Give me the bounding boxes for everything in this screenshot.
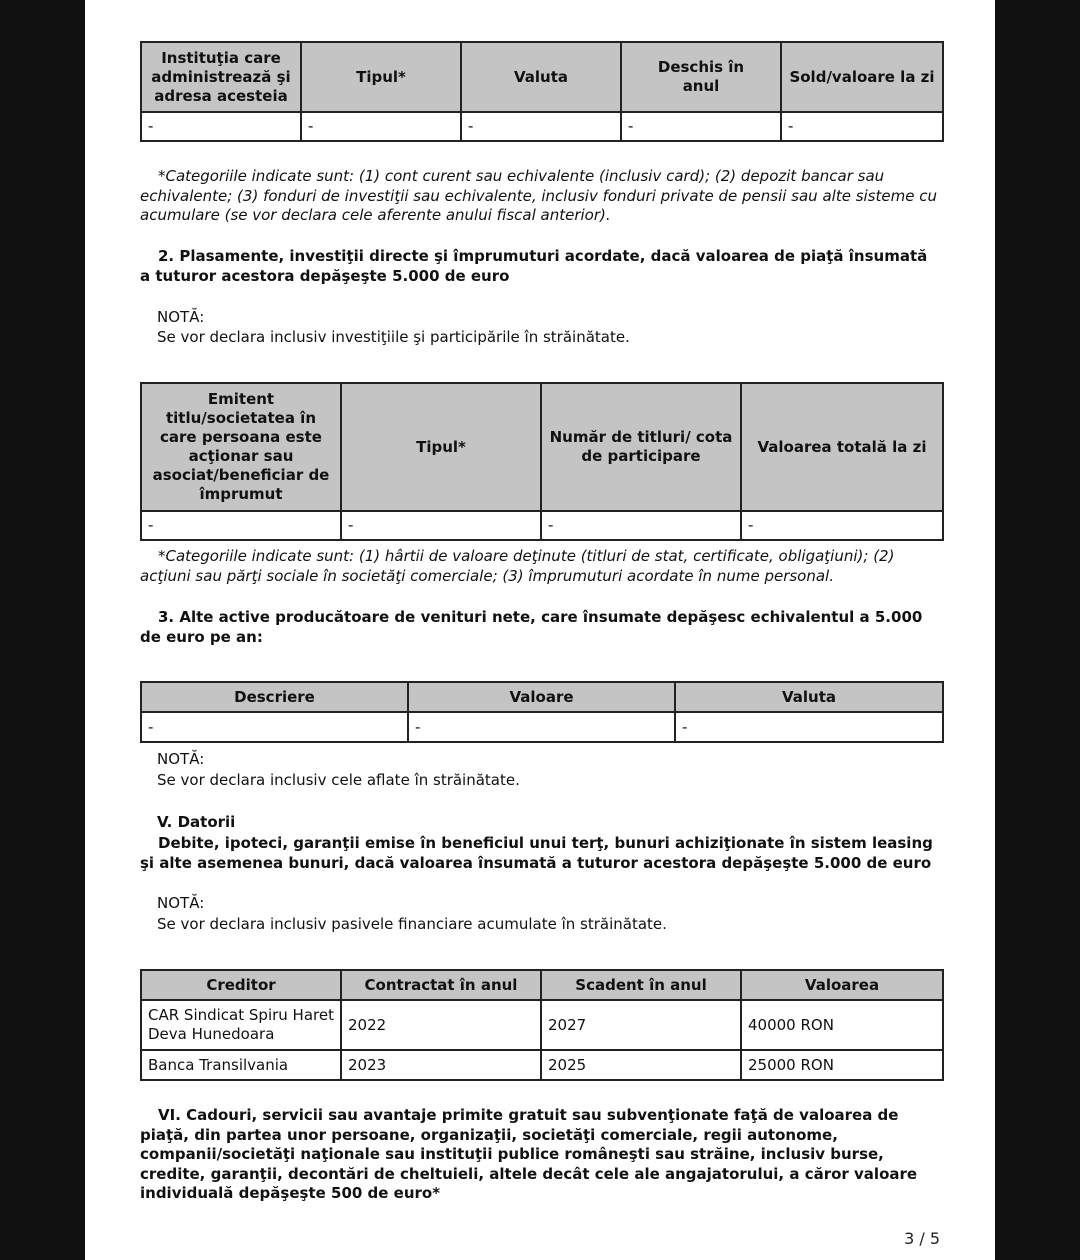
bank-accounts-table [140, 41, 944, 142]
nota-text: Se vor declara inclusiv pasivele financiare acumulate în străinătate. [157, 915, 667, 933]
table-cell: - [141, 511, 341, 540]
table-header: Valoare [408, 682, 675, 712]
table-row [141, 712, 943, 742]
table-cell: 25000 RON [741, 1050, 943, 1080]
table-header: Număr de titluri/ cota de participare [541, 383, 741, 511]
investments-table [140, 382, 944, 541]
section-2-heading: 2. Plasamente, investiţii directe şi împrumuturi acordate, dacă valoarea de piaţă însumată a tuturor acestora depăşeşte 5.000 de euro [140, 247, 928, 285]
table-cell: - [341, 511, 541, 540]
table-cell: - [408, 712, 675, 742]
table-cell: Banca Transilvania [141, 1050, 341, 1080]
table-row [141, 511, 943, 540]
table-header: Creditor [141, 970, 341, 1000]
table-header: Deschis în anul [621, 42, 781, 112]
table-cell: 40000 RON [741, 1000, 943, 1050]
table-cell: - [621, 112, 781, 141]
table-header: Valoarea [741, 970, 943, 1000]
table-cell: - [141, 112, 301, 141]
nota-text: Se vor declara inclusiv investiţiile şi participările în străinătate. [157, 328, 630, 346]
nota-label: NOTĂ: [157, 750, 205, 768]
table-cell: - [781, 112, 943, 141]
nota-label: NOTĂ: [157, 308, 205, 326]
debts-table [140, 969, 944, 1081]
nota-text: Se vor declara inclusiv cele aflate în străinătate. [157, 771, 520, 789]
footnote-categories-2: *Categoriile indicate sunt: (1) hârtii de valoare deţinute (titluri de stat, certificate, obligaţiuni); (2) acţiuni sau părţi sociale în societăţi comerciale; (3) împrumuturi acordate în nume personal. [140, 547, 895, 585]
section-5-title: V. Datorii [157, 813, 236, 831]
table-cell: 2025 [541, 1050, 741, 1080]
table-cell: - [141, 712, 408, 742]
document-page [85, 0, 995, 1260]
table-cell: 2023 [341, 1050, 541, 1080]
table-header: Contractat în anul [341, 970, 541, 1000]
table-header: Instituţia care administrează şi adresa acesteia [141, 42, 301, 112]
section-3-heading: 3. Alte active producătoare de venituri nete, care însumate depăşesc echivalentul a 5.000 de euro pe an: [140, 608, 923, 646]
table-header: Tipul* [301, 42, 461, 112]
table-row [141, 1050, 943, 1080]
table-header: Valuta [461, 42, 621, 112]
table-header: Emitent titlu/societatea în care persoana este acţionar sau asociat/beneficiar de împrumut [141, 383, 341, 511]
nota-label: NOTĂ: [157, 894, 205, 912]
table-cell: 2027 [541, 1000, 741, 1050]
table-row [141, 1000, 943, 1050]
table-header: Valoarea totală la zi [741, 383, 943, 511]
page-number: 3 / 5 [904, 1229, 940, 1248]
other-assets-table [140, 681, 944, 743]
table-cell: - [541, 511, 741, 540]
table-cell: 2022 [341, 1000, 541, 1050]
table-header: Scadent în anul [541, 970, 741, 1000]
table-cell: - [675, 712, 943, 742]
table-cell: CAR Sindicat Spiru Haret Deva Hunedoara [141, 1000, 341, 1050]
table-header: Valuta [675, 682, 943, 712]
table-header: Descriere [141, 682, 408, 712]
table-cell: - [741, 511, 943, 540]
table-row [141, 112, 943, 141]
footnote-categories-1: *Categoriile indicate sunt: (1) cont curent sau echivalente (inclusiv card); (2) depozit bancar sau echivalente; (3) fonduri de investiţii sau echivalente, inclusiv fonduri private de pensii sau alte sisteme cu acumulare (se vor declara cele aferente anului fiscal anterior). [140, 167, 937, 224]
section-6-heading: VI. Cadouri, servicii sau avantaje primite gratuit sau subvenţionate faţă de valoarea de piaţă, din partea unor persoane, organizaţii, societăţi comerciale, regii autonome, companii/societăţi naţionale sau instituţii publice româneşti sau străine, inclusiv burse, credite, garanţii, decontări de cheltuieli, altele decât cele ale angajatorului, a căror valoare individuală depăşeşte 500 de euro* [140, 1106, 918, 1202]
table-cell: - [301, 112, 461, 141]
table-header: Sold/valoare la zi [781, 42, 943, 112]
table-header: Tipul* [341, 383, 541, 511]
table-cell: - [461, 112, 621, 141]
section-5-heading: Debite, ipoteci, garanţii emise în beneficiul unui terţ, bunuri achiziţionate în sistem leasing şi alte asemenea bunuri, dacă valoarea însumată a tuturor acestora depăşeşte 5.000 de euro [140, 834, 933, 872]
